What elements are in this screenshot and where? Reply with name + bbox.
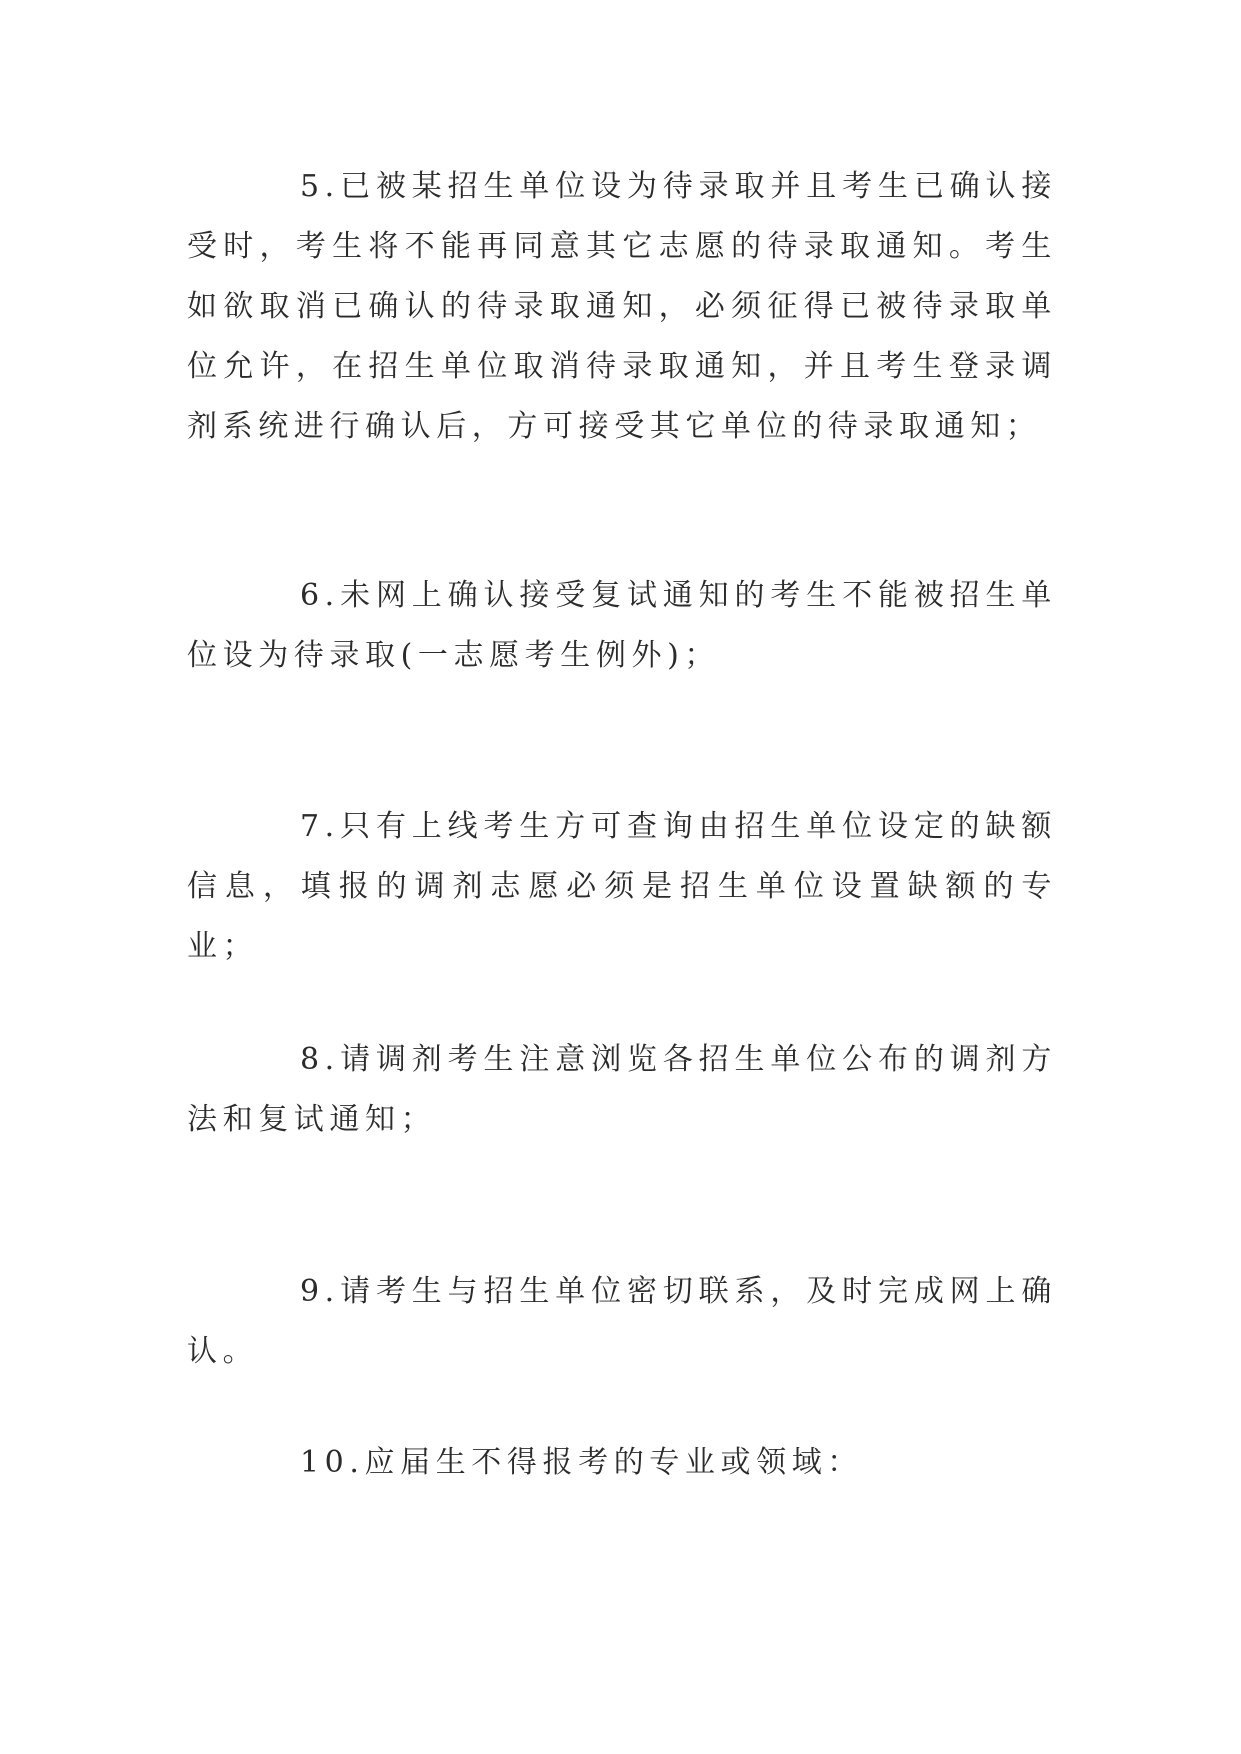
paragraph-item-6: 6.未网上确认接受复试通知的考生不能被招生单位设为待录取(一志愿考生例外)；	[187, 578, 1057, 673]
paragraph-item-7: 7.只有上线考生方可查询由招生单位设定的缺额信息，填报的调剂志愿必须是招生单位设置缺额的专业；	[187, 809, 1057, 964]
paragraph-item-9: 9.请考生与招生单位密切联系，及时完成网上确认。	[187, 1274, 1057, 1369]
paragraph-item-5: 5.已被某招生单位设为待录取并且考生已确认接受时，考生将不能再同意其它志愿的待录取通知。考生如欲取消已确认的待录取通知，必须征得已被待录取单位允许，在招生单位取消待录取通知，并且考生登录调剂系统进行确认后，方可接受其它单位的待录取通知；	[187, 169, 1057, 444]
paragraph-item-10: 10.应届生不得报考的专业或领域：	[300, 1445, 863, 1480]
paragraph-item-8: 8.请调剂考生注意浏览各招生单位公布的调剂方法和复试通知；	[187, 1042, 1057, 1137]
